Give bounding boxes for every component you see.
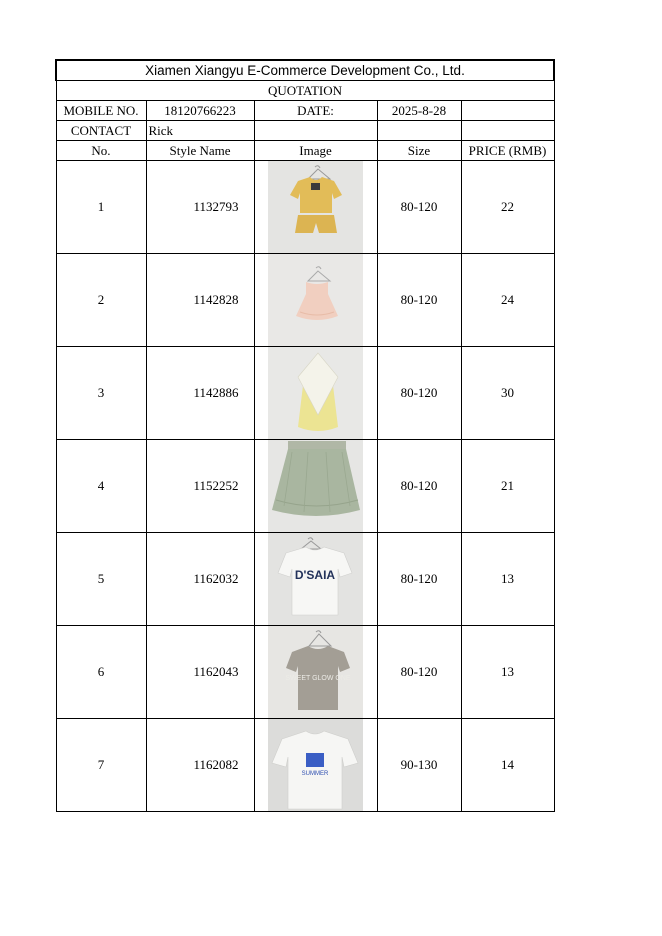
column-header-no: No. bbox=[56, 141, 146, 161]
style-name: 1162032 bbox=[146, 533, 254, 626]
item-number: 3 bbox=[56, 347, 146, 440]
size-range: 80-120 bbox=[377, 254, 461, 347]
company-name: Xiamen Xiangyu E-Commerce Development Co., Ltd. bbox=[56, 60, 554, 81]
table-row bbox=[56, 626, 554, 719]
product-image-cell bbox=[254, 347, 377, 440]
mobile-label: MOBILE NO. bbox=[56, 101, 146, 121]
date-value: 2025-8-28 bbox=[377, 101, 461, 121]
product-image-yellow-dress bbox=[268, 347, 363, 439]
item-number: 1 bbox=[56, 161, 146, 254]
item-number: 4 bbox=[56, 440, 146, 533]
mobile-value: 18120766223 bbox=[146, 101, 254, 121]
quotation-table bbox=[55, 59, 555, 812]
size-range: 80-120 bbox=[377, 533, 461, 626]
size-range: 80-120 bbox=[377, 440, 461, 533]
tshirt-print-text: D'SAIA bbox=[294, 568, 336, 582]
table-row bbox=[56, 533, 554, 626]
date-label: DATE: bbox=[254, 101, 377, 121]
size-range: 80-120 bbox=[377, 347, 461, 440]
item-number: 7 bbox=[56, 719, 146, 812]
price: 14 bbox=[461, 719, 554, 812]
item-number: 2 bbox=[56, 254, 146, 347]
contact-label: CONTACT bbox=[56, 121, 146, 141]
product-image-white-blue-tshirt bbox=[268, 719, 363, 811]
product-image-cell bbox=[254, 161, 377, 254]
product-image-grey-tshirt bbox=[268, 626, 363, 718]
price: 13 bbox=[461, 626, 554, 719]
table-row bbox=[56, 719, 554, 812]
table-row bbox=[56, 161, 554, 254]
price: 21 bbox=[461, 440, 554, 533]
column-header-style-name: Style Name bbox=[146, 141, 254, 161]
product-image-cell bbox=[254, 254, 377, 347]
empty-cell bbox=[461, 121, 554, 141]
empty-cell bbox=[461, 101, 554, 121]
table-row bbox=[56, 254, 554, 347]
column-header-size: Size bbox=[377, 141, 461, 161]
table-row bbox=[56, 440, 554, 533]
empty-cell bbox=[254, 121, 377, 141]
tshirt-print-text: SUMMER bbox=[301, 771, 329, 777]
size-range: 90-130 bbox=[377, 719, 461, 812]
style-name: 1142886 bbox=[146, 347, 254, 440]
price: 13 bbox=[461, 533, 554, 626]
style-name: 1142828 bbox=[146, 254, 254, 347]
item-number: 6 bbox=[56, 626, 146, 719]
size-range: 80-120 bbox=[377, 161, 461, 254]
contact-value: Rick bbox=[146, 121, 254, 141]
price: 24 bbox=[461, 254, 554, 347]
empty-cell bbox=[377, 121, 461, 141]
product-image-green-skirt bbox=[268, 440, 363, 532]
style-name: 1162043 bbox=[146, 626, 254, 719]
product-image-pink-dress bbox=[268, 254, 363, 346]
product-image-white-tshirt bbox=[268, 533, 363, 625]
style-name: 1162082 bbox=[146, 719, 254, 812]
column-header-price: PRICE (RMB) bbox=[461, 141, 554, 161]
product-image-cell bbox=[254, 533, 377, 626]
price: 22 bbox=[461, 161, 554, 254]
style-name: 1132793 bbox=[146, 161, 254, 254]
size-range: 80-120 bbox=[377, 626, 461, 719]
style-name: 1152252 bbox=[146, 440, 254, 533]
document-type: QUOTATION bbox=[56, 81, 554, 101]
table-row bbox=[56, 347, 554, 440]
tshirt-print-text: SWEET GLOW ONE bbox=[285, 675, 351, 682]
item-number: 5 bbox=[56, 533, 146, 626]
product-image-cell bbox=[254, 626, 377, 719]
column-header-image: Image bbox=[254, 141, 377, 161]
product-image-yellow-set bbox=[268, 161, 363, 253]
price: 30 bbox=[461, 347, 554, 440]
product-image-cell bbox=[254, 440, 377, 533]
product-image-cell bbox=[254, 719, 377, 812]
